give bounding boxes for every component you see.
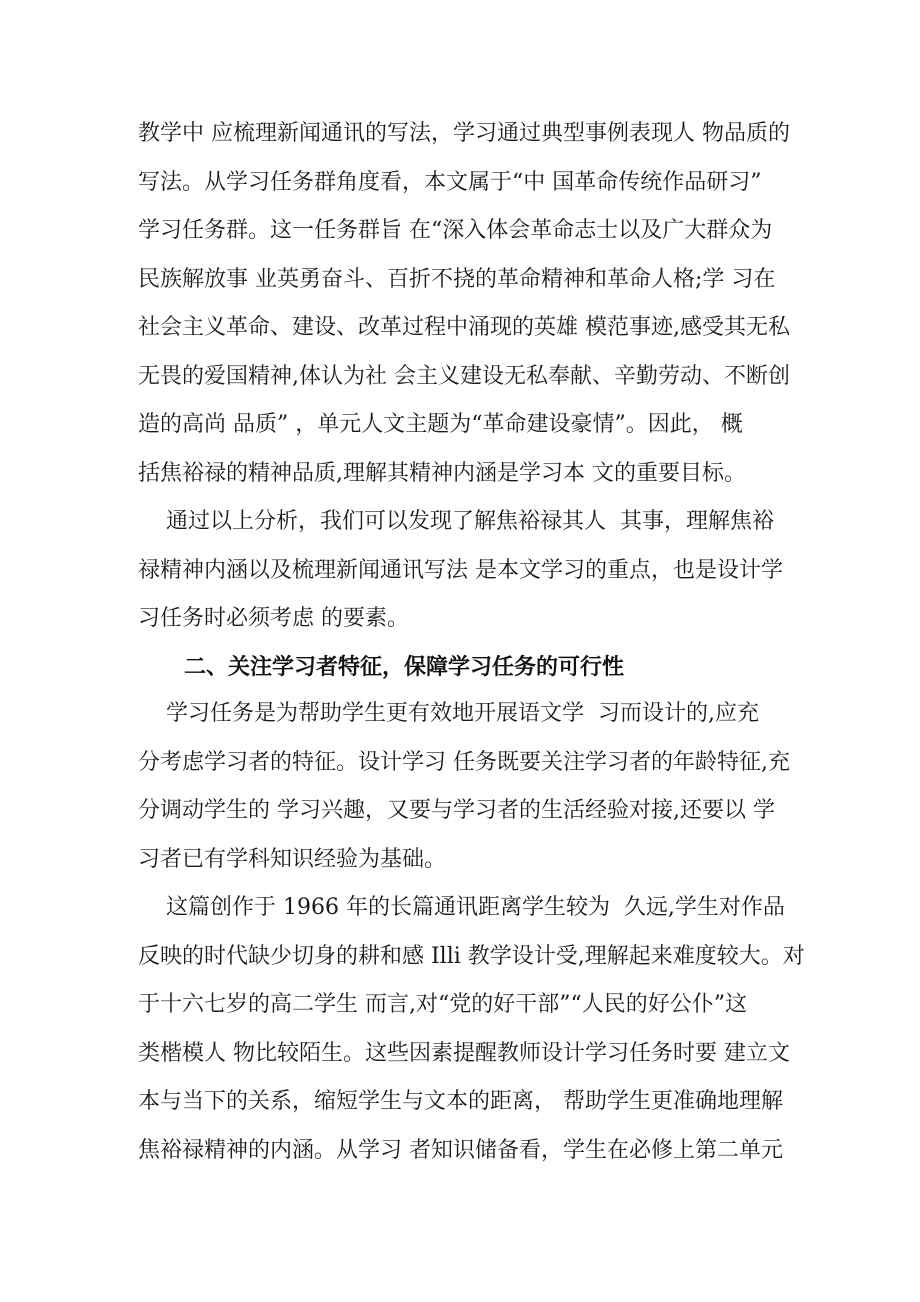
text-line: 禄精神内涵以及梳理新闻通讯写法 是本文学习的重点，也是设计学: [138, 557, 783, 583]
text-line: 习任务时必须考虑 的要素。: [138, 606, 409, 631]
text-line: 写法。从学习任务群角度看，本文属于“中 国革命传统作品研习”: [138, 169, 762, 195]
text-line: 反映的时代缺少切身的耕和感 Illi 教学设计受,理解起来难度较大。对: [138, 943, 805, 969]
text-line: 这篇创作于 1966 年的长篇通讯距离学生较为 久远,学生对作品: [138, 895, 785, 920]
text-line: 民族解放事 业英勇奋斗、百折不挠的革命精神和革命人格;学 习在: [138, 266, 776, 292]
text-line: 社会主义革命、建设、改革过程中涌现的英雄 模范事迹,感受其无私: [138, 315, 790, 340]
text-line: 学习任务是为帮助学生更有效地开展语文学 习而设计的,应充: [138, 701, 759, 726]
text-line: 无畏的爱国精神,体认为社 会主义建设无私奉献、辛勤劳动、不断创: [138, 363, 790, 389]
text-line: 分考虑学习者的特征。设计学习 任务既要关注学习者的年龄特征,充: [138, 749, 790, 775]
text-line: 分调动学生的 学习兴趣，又要与学习者的生活经验对接,还要以 学: [138, 798, 775, 823]
text-line: 教学中 应梳理新闻通讯的写法，学习通过典型事例表现人 物品质的: [138, 121, 790, 146]
section-heading: 二、关注学习者特征，保障学习任务的可行性: [184, 655, 625, 680]
paragraph-4: [138, 884, 805, 1175]
text-line: 类楷模人 物比较陌生。这些因素提醒教师设计学习任务时要 建立文: [138, 1040, 790, 1066]
text-line: 括焦裕禄的精神品质,理解其精神内涵是学习本 文的重要目标。: [138, 460, 746, 486]
text-line: 通过以上分析，我们可以发现了解焦裕禄其人 其事，理解焦裕: [138, 509, 774, 534]
paragraph-1: [138, 110, 790, 498]
text-line: 造的高尚 品质” ，单元人文主题为“革命建设豪情”。因此， 概: [138, 412, 743, 437]
paragraph-3: [138, 690, 790, 884]
text-line: 焦裕禄精神的内涵。从学习 者知识储备看，学生在必修上第二单元: [138, 1137, 783, 1163]
text-line: 本与当下的关系，缩短学生与文本的距离， 帮助学生更准确地理解: [138, 1089, 783, 1114]
paragraph-2: [138, 498, 786, 644]
text-line: 于十六七岁的高二学生 而言,对“党的好干部”“人民的好公仆”这: [138, 992, 747, 1017]
text-line: 习者已有学科知识经验为基础。: [138, 846, 447, 872]
text-line: 学习任务群。这一任务群旨 在“深入体会革命志士以及广大群众为: [138, 218, 773, 243]
